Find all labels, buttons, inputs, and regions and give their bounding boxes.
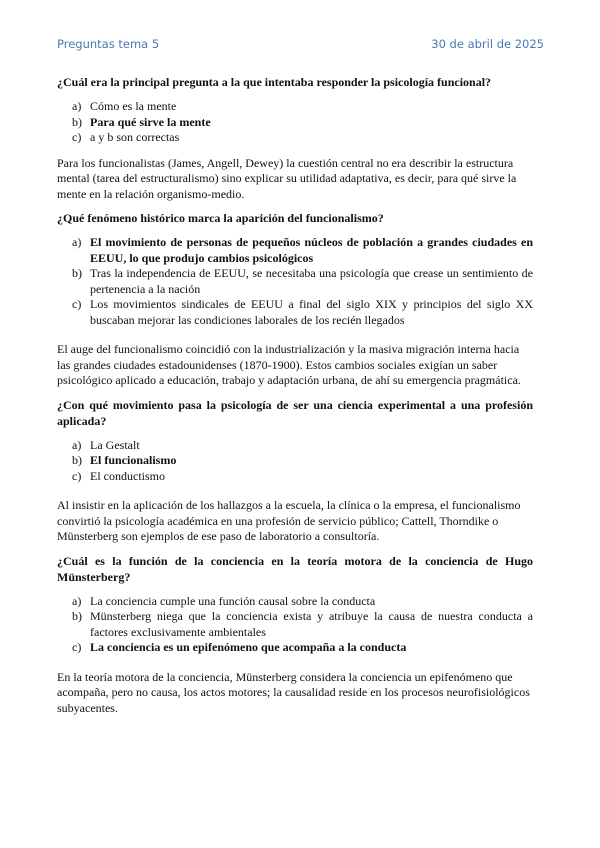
option-item-correct [57,235,533,266]
option-item [57,594,533,610]
option-list [57,438,533,485]
option-list [57,594,533,656]
option-letter: b) [72,609,82,623]
option-letter: b) [72,266,82,280]
option-text: Los movimientos sindicales de EEUU a final del siglo XIX y principios del siglo XX buscaban mejorar las condiciones laborales de los recién llegados [90,297,533,327]
option-letter: a) [72,235,82,249]
question-text: ¿Con qué movimiento pasa la psicología de ser una ciencia experimental a una profesión aplicada? [57,397,533,428]
option-text: La conciencia es un epifenómeno que acompaña a la conducta [90,640,407,654]
question-block [57,210,533,389]
option-text: La conciencia cumple una función causal sobre la conducta [90,593,376,608]
question-block [57,397,533,545]
explanation-text: Al insistir en la aplicación de los hallazgos a la escuela, la clínica o la empresa, el funcionalismo convirtió la psicología académica en una profesión de servicio público; Cattell, Thorndike o Münsterberg son ejemplos de ese paso de laboratorio a consultoría. [57,498,521,543]
option-text: El movimiento de personas de pequeños núcleos de población a grandes ciudades en EEUU, lo que produjo cambios psicológicos [90,235,533,265]
option-letter: b) [72,114,82,129]
option-item [57,130,533,146]
option-letter: c) [72,468,82,483]
question-block [57,553,533,717]
option-text: Cómo es la mente [90,99,177,113]
option-text: El conductismo [90,468,165,483]
option-text: a y b son correctas [90,130,180,144]
option-item [57,438,533,454]
option-item-correct [57,640,533,656]
header-date: 30 de abril de 2025 [431,37,544,51]
option-letter: a) [72,99,82,113]
option-list [57,99,533,146]
option-text: Para qué sirve la mente [90,114,211,129]
question-text: ¿Cuál era la principal pregunta a la que intentaba responder la psicología funcional? [57,75,492,89]
option-letter: c) [72,640,82,654]
option-item [57,297,533,328]
option-letter: b) [72,453,82,467]
explanation-text: Para los funcionalistas (James, Angell, Dewey) la cuestión central no era describir la estructura mental (tarea del estructuralismo) sino explicar su utilidad adaptativa, es decir, para qué sirve la mente en la relación organismo-medio. [57,155,517,201]
option-letter: a) [72,437,82,452]
explanation-text: En la teoría motora de la conciencia, Münsterberg considera la conciencia un epifenómeno que acompaña, pero no causa, los actos motores; la causalidad reside en los procesos neurofisiológicos subyacentes. [57,669,530,715]
question-block [57,74,533,202]
option-list [57,235,533,328]
option-item-correct [57,115,533,131]
option-item [57,609,533,640]
option-letter: c) [72,297,82,311]
option-text: La Gestalt [90,437,140,452]
option-item-correct [57,453,533,469]
header-title: Preguntas tema 5 [57,37,160,51]
option-item [57,99,533,115]
explanation-text: El auge del funcionalismo coincidió con la industrialización y la masiva migración interna hacia las grandes ciudades estadounidenses (1870-1900). Estos cambios sociales exigían un saber psicológico aplicado a educación, trabajo y adaptación urbana, de ahí su emergencia pragmática. [57,342,521,387]
question-list [57,74,533,724]
option-text: El funcionalismo [90,453,177,467]
option-text: Münsterberg niega que la conciencia exista y atribuye la causa de nuestra conducta a factores exclusivamente ambientales [90,609,533,639]
question-text: ¿Qué fenómeno histórico marca la aparición del funcionalismo? [57,211,384,225]
option-letter: c) [72,130,82,144]
option-item [57,266,533,297]
option-text: Tras la independencia de EEUU, se necesitaba una psicología que crease un sentimiento de pertenencia a la nación [90,266,533,296]
question-text: ¿Cuál es la función de la conciencia en la teoría motora de la conciencia de Hugo Münsterberg? [57,553,533,584]
option-item [57,469,533,485]
option-letter: a) [72,593,82,608]
